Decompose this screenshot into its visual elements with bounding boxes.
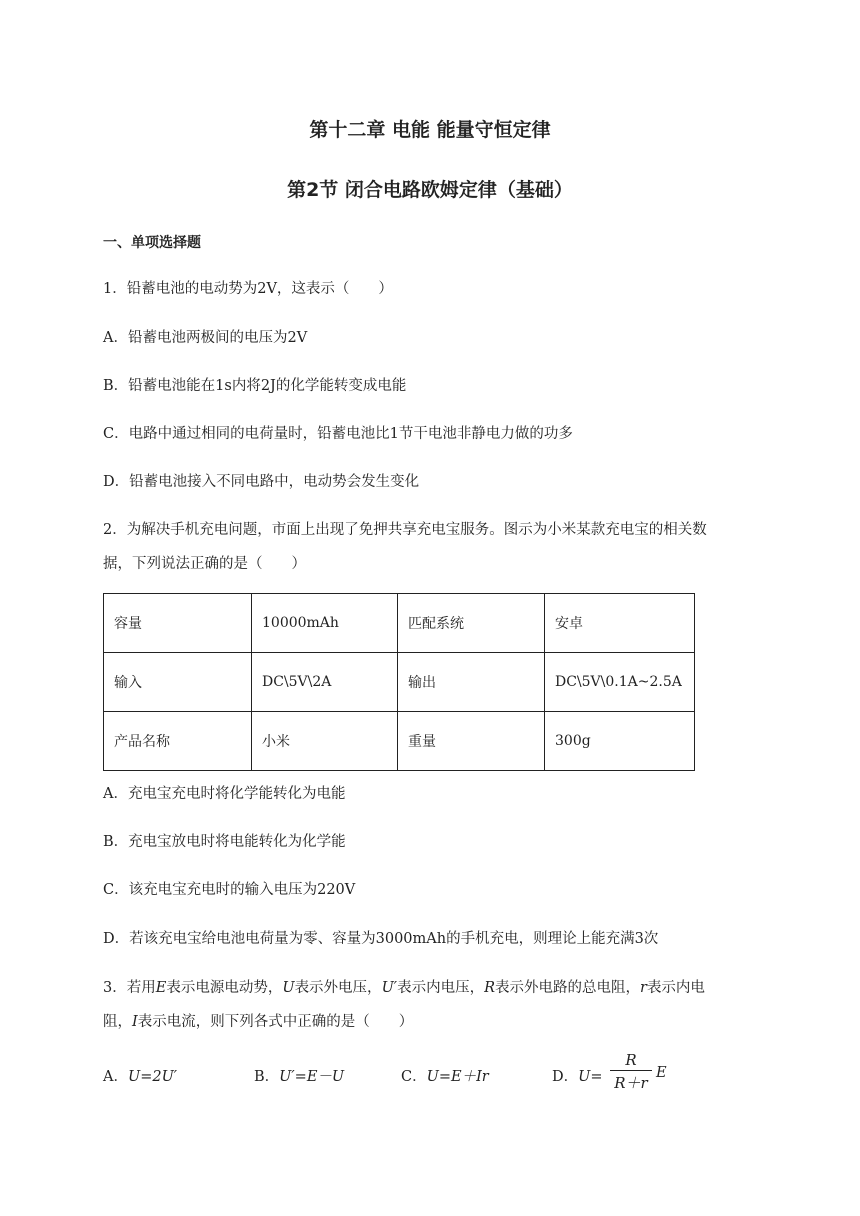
text: 表示外电路的总电阻， xyxy=(495,980,640,996)
var-r-inner: r xyxy=(640,980,647,996)
powerbank-spec-table xyxy=(103,593,695,771)
table-cell: 10000mAh xyxy=(252,594,398,653)
var-u-prime: U′ xyxy=(381,980,398,996)
q3-option-d xyxy=(552,1065,603,1086)
chapter-title: 第十二章 电能 能量守恒定律 xyxy=(309,119,551,141)
text: 表示内电压， xyxy=(397,980,485,996)
formula: U′=E－U xyxy=(279,1069,345,1085)
text: 表示外电压， xyxy=(294,980,382,996)
q3-option-d-rhs xyxy=(656,1065,667,1081)
table-cell: 输入 xyxy=(104,653,252,712)
table-row xyxy=(104,712,695,771)
text: 表示电流，则下列各式中正确的是（ ） xyxy=(137,1014,414,1030)
var-e: E xyxy=(155,980,167,996)
option-label: D． xyxy=(552,1069,579,1085)
table-cell: 匹配系统 xyxy=(398,594,545,653)
q1-stem: 1．铅蓄电池的电动势为2V，这表示（ ） xyxy=(103,281,393,297)
text: 表示电源电动势， xyxy=(166,980,283,996)
section-title: 第2节 闭合电路欧姆定律（基础） xyxy=(287,179,573,201)
formula-lhs: U= xyxy=(578,1069,603,1085)
table-row xyxy=(104,594,695,653)
q1-option-d: D．铅蓄电池接入不同电路中，电动势会发生变化 xyxy=(103,474,420,490)
text: 3．若用 xyxy=(103,980,156,996)
table-row xyxy=(104,653,695,712)
var-r-outer: R xyxy=(484,980,495,996)
q1-option-a: A．铅蓄电池两极间的电压为2V xyxy=(103,330,308,346)
var-i: I xyxy=(132,1014,138,1030)
q3-stem-line2 xyxy=(103,1010,413,1031)
text: 阻， xyxy=(103,1014,132,1030)
q3-options xyxy=(103,1053,703,1103)
text: 表示内电 xyxy=(646,980,705,996)
fraction-numerator: R xyxy=(625,1051,637,1069)
table-cell: 容量 xyxy=(104,594,252,653)
q3-stem-line1 xyxy=(103,976,705,997)
q3-option-b xyxy=(254,1065,344,1086)
q2-option-d: D．若该充电宝给电池电荷量为零、容量为3000mAh的手机充电，则理论上能充满3次 xyxy=(103,931,659,947)
formula-rhs: E xyxy=(656,1065,667,1081)
option-label: B． xyxy=(254,1069,280,1085)
q3-option-d-fraction xyxy=(608,1051,654,1095)
option-label: C． xyxy=(401,1069,427,1085)
q2-option-a: A．充电宝充电时将化学能转化为电能 xyxy=(103,786,346,802)
fraction-denominator: R＋r xyxy=(614,1074,648,1092)
table-cell: DC\5V\0.1A~2.5A xyxy=(545,653,695,712)
q1-option-b: B．铅蓄电池能在1s内将2J的化学能转变成电能 xyxy=(103,378,407,394)
table-cell: 产品名称 xyxy=(104,712,252,771)
q3-option-a xyxy=(103,1065,177,1086)
q3-option-c xyxy=(401,1065,489,1086)
q2-option-c: C．该充电宝充电时的输入电压为220V xyxy=(103,882,356,898)
table-cell: 重量 xyxy=(398,712,545,771)
part-heading: 一、单项选择题 xyxy=(103,235,201,251)
table-cell: 小米 xyxy=(252,712,398,771)
q2-stem-line2: 据，下列说法正确的是（ ） xyxy=(103,556,306,572)
formula: U=2U′ xyxy=(127,1069,178,1085)
var-u: U xyxy=(282,980,295,996)
formula: U=E＋Ir xyxy=(426,1069,489,1085)
table-cell: DC\5V\2A xyxy=(252,653,398,712)
q2-stem-line1: 2．为解决手机充电问题，市面上出现了免押共享充电宝服务。图示为小米某款充电宝的相关数 xyxy=(103,522,707,538)
option-label: A． xyxy=(103,1069,128,1085)
table-cell: 输出 xyxy=(398,653,545,712)
q2-option-b: B．充电宝放电时将电能转化为化学能 xyxy=(103,834,346,850)
q1-option-c: C．电路中通过相同的电荷量时，铅蓄电池比1节干电池非静电力做的功多 xyxy=(103,426,573,442)
table-cell: 300g xyxy=(545,712,695,771)
table-cell: 安卓 xyxy=(545,594,695,653)
